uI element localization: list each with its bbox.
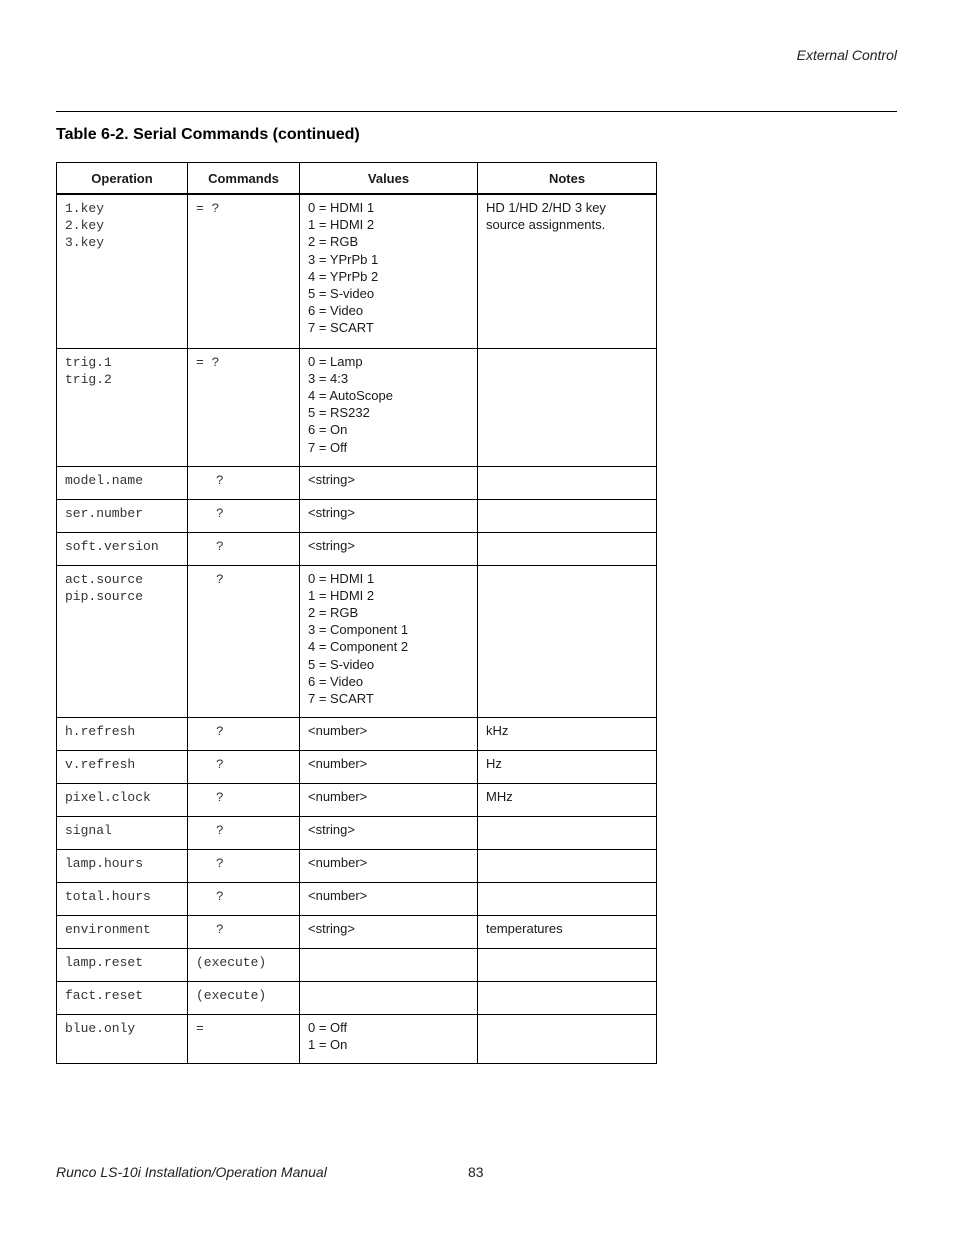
table-row [57, 565, 657, 717]
table-title: Table 6-2. Serial Commands (continued) [56, 126, 360, 143]
notes-cell [478, 849, 657, 882]
operation-command-name: act.source [65, 571, 144, 587]
value-line: <number> [308, 788, 368, 804]
notes-cell [478, 348, 657, 466]
values-cell [300, 194, 478, 348]
operation-command-name: model.name [65, 472, 144, 488]
value-line: 2 = RGB [308, 604, 359, 620]
table-row [57, 948, 657, 981]
command-syntax: ? [216, 756, 224, 772]
command-syntax: ? [216, 723, 224, 739]
notes-cell [478, 532, 657, 565]
values-cell [300, 1014, 478, 1063]
values-cell [300, 499, 478, 532]
values-cell [300, 565, 478, 717]
notes-cell [478, 466, 657, 499]
value-line: 2 = RGB [308, 234, 359, 250]
commands-cell [188, 750, 300, 783]
operation-command-name: trig.2 [65, 371, 112, 387]
operation-command-name: 1.key [65, 201, 105, 216]
value-line: <string> [308, 504, 355, 520]
commands-cell [188, 849, 300, 882]
note-line: temperatures [486, 920, 563, 936]
operation-cell [57, 882, 188, 915]
notes-cell [478, 717, 657, 750]
operation-command-name: fact.reset [65, 987, 144, 1003]
table-header-row [57, 163, 657, 195]
page-number: 83 [468, 1164, 484, 1180]
commands-cell [188, 948, 300, 981]
command-syntax: ? [216, 921, 224, 937]
values-cell [300, 882, 478, 915]
value-line: 0 = HDMI 1 [308, 200, 375, 215]
operation-command-name: pip.source [65, 588, 144, 604]
value-line: 5 = S-video [308, 656, 375, 672]
commands-cell [188, 466, 300, 499]
commands-cell [188, 915, 300, 948]
values-cell [300, 849, 478, 882]
operation-cell [57, 466, 188, 499]
value-line: 3 = 4:3 [308, 370, 349, 386]
operation-command-name: blue.only [65, 1020, 136, 1036]
value-line: <string> [308, 920, 355, 936]
command-syntax: ? [216, 822, 224, 838]
operation-command-name: trig.1 [65, 354, 112, 370]
command-syntax: ? [216, 789, 224, 805]
value-line: <number> [308, 887, 368, 903]
note-line: Hz [486, 755, 502, 771]
operation-command-name: h.refresh [65, 723, 136, 739]
notes-cell [478, 194, 657, 348]
operation-cell [57, 532, 188, 565]
table-row [57, 499, 657, 532]
table-body [57, 194, 657, 1063]
notes-cell [478, 816, 657, 849]
value-line: 6 = Video [308, 303, 364, 319]
operation-command-name: v.refresh [65, 756, 136, 772]
operation-cell [57, 816, 188, 849]
operation-cell [57, 849, 188, 882]
operation-command-name: 3.key [65, 235, 105, 251]
command-syntax: = [196, 1020, 204, 1036]
commands-cell [188, 499, 300, 532]
table-row [57, 348, 657, 466]
command-syntax: = ? [196, 201, 220, 216]
table-row [57, 816, 657, 849]
command-syntax: ? [216, 538, 224, 554]
notes-cell [478, 981, 657, 1014]
operation-cell [57, 565, 188, 717]
value-line: 6 = On [308, 422, 348, 438]
value-line: 3 = Component 1 [308, 622, 409, 638]
operation-command-name: 2.key [65, 218, 105, 234]
commands-cell [188, 981, 300, 1014]
note-line: MHz [486, 788, 513, 804]
commands-cell [188, 882, 300, 915]
operation-cell [57, 948, 188, 981]
value-line: 7 = SCART [308, 320, 374, 336]
operation-cell [57, 915, 188, 948]
operation-command-name: environment [65, 921, 151, 937]
note-line: source assignments. [486, 217, 606, 233]
operation-cell [57, 194, 188, 348]
running-header: External Control [796, 47, 897, 63]
values-cell [300, 981, 478, 1014]
operation-cell [57, 499, 188, 532]
value-line: 4 = YPrPb 2 [308, 268, 379, 284]
notes-cell [478, 565, 657, 717]
table-row [57, 981, 657, 1014]
value-line: 1 = On [308, 1036, 348, 1052]
operation-command-name: soft.version [65, 538, 159, 554]
value-line: 6 = Video [308, 673, 364, 689]
table-row [57, 882, 657, 915]
value-line: <string> [308, 537, 355, 553]
value-line: <number> [308, 722, 368, 738]
commands-cell [188, 783, 300, 816]
commands-cell [188, 1014, 300, 1063]
header-rule [56, 111, 897, 112]
values-cell [300, 466, 478, 499]
values-cell [300, 348, 478, 466]
values-cell [300, 948, 478, 981]
note-line: kHz [486, 722, 509, 738]
command-syntax: (execute) [196, 954, 267, 970]
command-syntax: (execute) [196, 987, 267, 1003]
value-line: 0 = Lamp [308, 353, 363, 369]
operation-cell [57, 717, 188, 750]
values-cell [300, 783, 478, 816]
value-line: 1 = HDMI 2 [308, 217, 375, 233]
notes-cell [478, 750, 657, 783]
values-cell [300, 915, 478, 948]
operation-command-name: total.hours [65, 888, 151, 904]
value-line: 5 = S-video [308, 286, 375, 302]
table-row [57, 750, 657, 783]
commands-cell [188, 717, 300, 750]
values-cell [300, 717, 478, 750]
operation-cell [57, 750, 188, 783]
values-cell [300, 816, 478, 849]
table-row [57, 915, 657, 948]
values-cell [300, 532, 478, 565]
column-header-operation: Operation [57, 163, 188, 195]
table-row [57, 849, 657, 882]
notes-cell [478, 499, 657, 532]
notes-cell [478, 783, 657, 816]
column-header-notes: Notes [478, 163, 657, 195]
value-line: <string> [308, 471, 355, 487]
table-row [57, 783, 657, 816]
value-line: 1 = HDMI 2 [308, 587, 375, 603]
column-header-commands: Commands [188, 163, 300, 195]
serial-commands-table [56, 162, 657, 1064]
values-cell [300, 750, 478, 783]
operation-cell [57, 1014, 188, 1063]
operation-command-name: lamp.hours [65, 855, 144, 871]
command-syntax: ? [216, 505, 224, 521]
table-row [57, 717, 657, 750]
footer-manual-title: Runco LS-10i Installation/Operation Manual [56, 1164, 327, 1180]
column-header-values: Values [300, 163, 478, 195]
table-row [57, 532, 657, 565]
value-line: 7 = Off [308, 439, 348, 455]
operation-command-name: ser.number [65, 505, 144, 521]
commands-cell [188, 565, 300, 717]
operation-command-name: signal [65, 822, 112, 838]
table-row [57, 1014, 657, 1063]
command-syntax: ? [216, 472, 224, 488]
value-line: 4 = Component 2 [308, 639, 409, 655]
commands-cell [188, 816, 300, 849]
operation-cell [57, 981, 188, 1014]
operation-cell [57, 783, 188, 816]
value-line: 5 = RS232 [308, 405, 370, 421]
operation-command-name: lamp.reset [65, 954, 144, 970]
table-row [57, 466, 657, 499]
commands-cell [188, 194, 300, 348]
notes-cell [478, 948, 657, 981]
operation-cell [57, 348, 188, 466]
value-line: 4 = AutoScope [308, 387, 393, 403]
value-line: 3 = YPrPb 1 [308, 251, 379, 267]
table-row [57, 194, 657, 348]
commands-cell [188, 348, 300, 466]
notes-cell [478, 882, 657, 915]
value-line: <string> [308, 821, 355, 837]
operation-command-name: pixel.clock [65, 789, 151, 805]
value-line: 7 = SCART [308, 690, 374, 706]
command-syntax: ? [216, 855, 224, 871]
notes-cell [478, 915, 657, 948]
notes-cell [478, 1014, 657, 1063]
command-syntax: = ? [196, 354, 220, 370]
value-line: 0 = HDMI 1 [308, 570, 375, 586]
value-line: <number> [308, 755, 368, 771]
note-line: HD 1/HD 2/HD 3 key [486, 200, 606, 215]
commands-cell [188, 532, 300, 565]
command-syntax: ? [216, 571, 224, 587]
value-line: <number> [308, 854, 368, 870]
value-line: 0 = Off [308, 1019, 348, 1035]
command-syntax: ? [216, 888, 224, 904]
